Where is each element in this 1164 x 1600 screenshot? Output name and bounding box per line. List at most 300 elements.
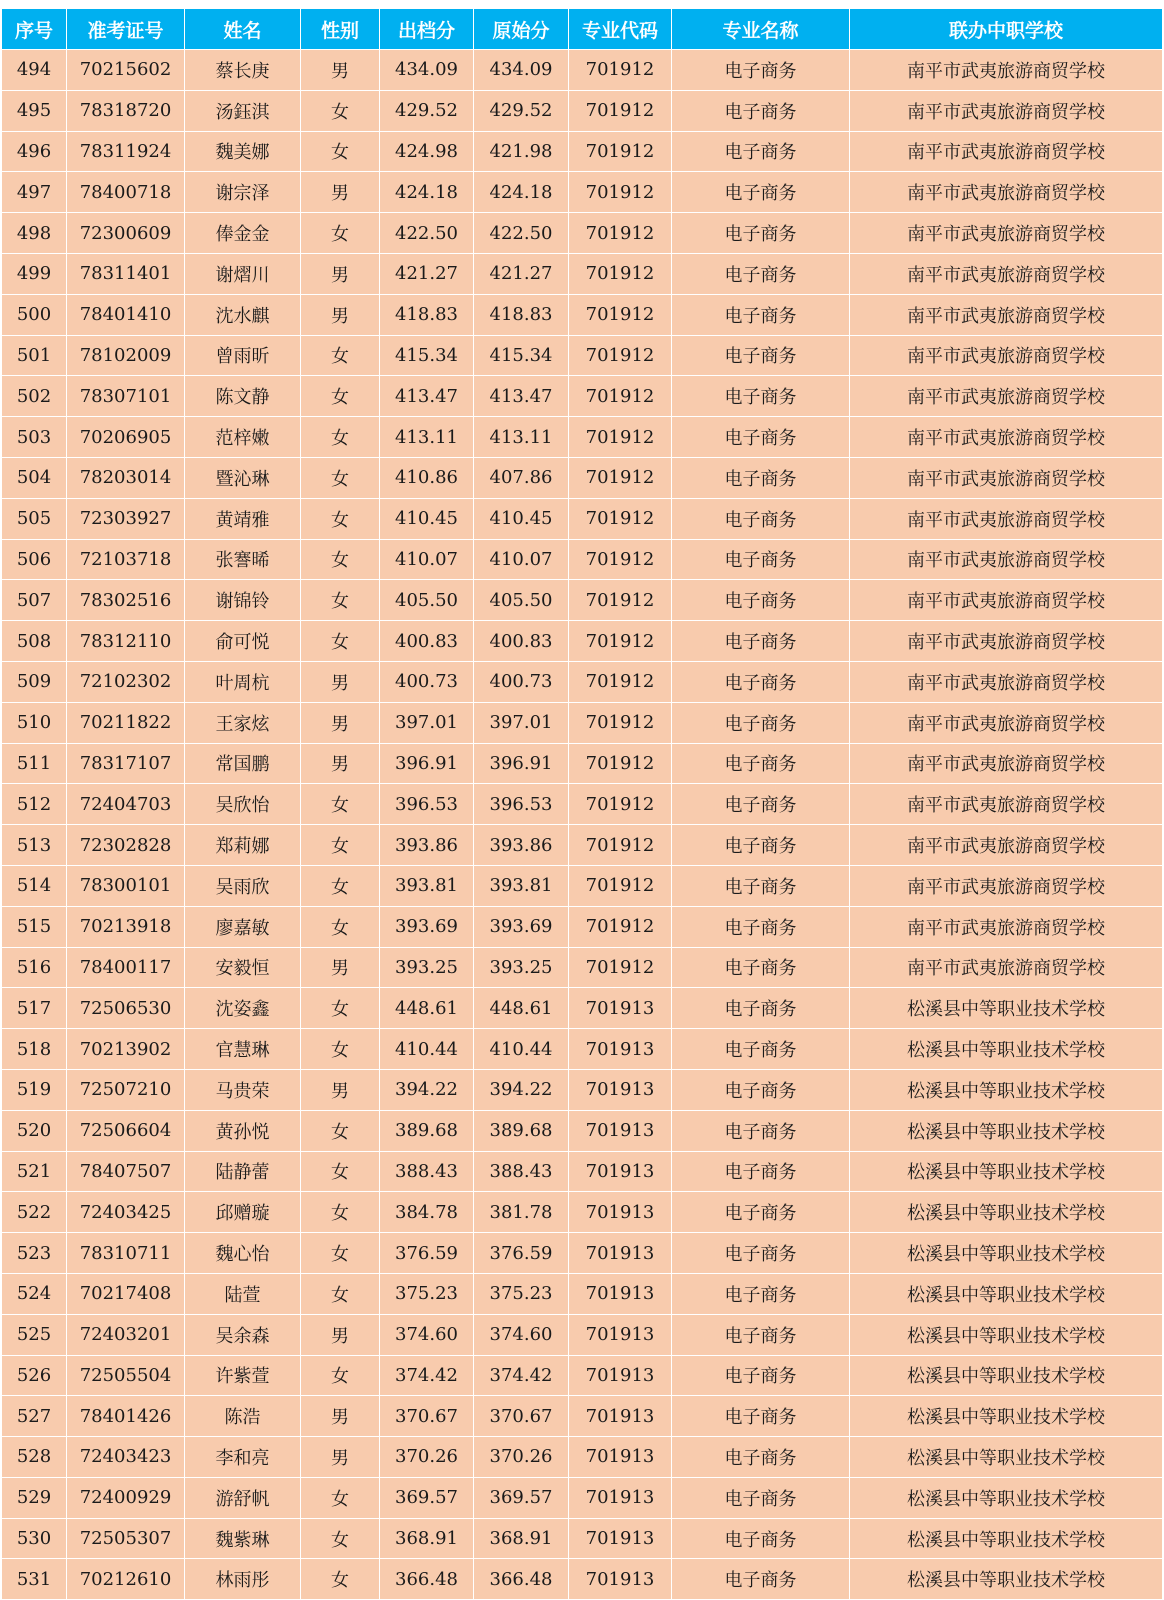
cell-major-code: 701912 <box>569 417 672 458</box>
cell-major-code: 701912 <box>569 743 672 784</box>
cell-seq: 499 <box>2 253 67 294</box>
cell-partner-school: 松溪县中等职业技术学校 <box>850 1151 1163 1192</box>
table-row <box>2 457 1163 498</box>
cell-admission-score: 370.67 <box>380 1396 474 1437</box>
cell-raw-score: 393.69 <box>474 906 569 947</box>
cell-major-name: 电子商务 <box>672 417 850 458</box>
table-row <box>2 1192 1163 1233</box>
cell-seq: 495 <box>2 90 67 131</box>
cell-admission-score: 376.59 <box>380 1233 474 1274</box>
cell-name: 马贵荣 <box>185 1069 301 1110</box>
cell-admission-score: 384.78 <box>380 1192 474 1233</box>
cell-gender: 女 <box>301 1233 380 1274</box>
cell-partner-school: 南平市武夷旅游商贸学校 <box>850 825 1163 866</box>
cell-gender: 女 <box>301 1029 380 1070</box>
cell-seq: 531 <box>2 1559 67 1600</box>
table-row <box>2 335 1163 376</box>
cell-partner-school: 南平市武夷旅游商贸学校 <box>850 702 1163 743</box>
cell-admission-score: 369.57 <box>380 1477 474 1518</box>
cell-exam-id: 72300609 <box>67 213 185 254</box>
cell-name: 黄孙悦 <box>185 1110 301 1151</box>
cell-admission-score: 422.50 <box>380 213 474 254</box>
cell-gender: 女 <box>301 784 380 825</box>
cell-partner-school: 松溪县中等职业技术学校 <box>850 1355 1163 1396</box>
cell-admission-score: 424.98 <box>380 131 474 172</box>
cell-exam-id: 72404703 <box>67 784 185 825</box>
cell-exam-id: 78311924 <box>67 131 185 172</box>
cell-exam-id: 70212610 <box>67 1559 185 1600</box>
cell-exam-id: 78400117 <box>67 947 185 988</box>
cell-gender: 女 <box>301 417 380 458</box>
cell-partner-school: 南平市武夷旅游商贸学校 <box>850 498 1163 539</box>
cell-name: 谢熠川 <box>185 253 301 294</box>
cell-major-code: 701912 <box>569 580 672 621</box>
cell-gender: 女 <box>301 580 380 621</box>
cell-admission-score: 434.09 <box>380 50 474 91</box>
cell-gender: 女 <box>301 825 380 866</box>
cell-name: 吴雨欣 <box>185 865 301 906</box>
cell-partner-school: 南平市武夷旅游商贸学校 <box>850 621 1163 662</box>
header-exam-id: 准考证号 <box>67 9 185 50</box>
cell-major-name: 电子商务 <box>672 580 850 621</box>
cell-major-name: 电子商务 <box>672 539 850 580</box>
header-gender: 性别 <box>301 9 380 50</box>
cell-name: 黄靖雅 <box>185 498 301 539</box>
cell-seq: 505 <box>2 498 67 539</box>
cell-admission-score: 410.07 <box>380 539 474 580</box>
cell-exam-id: 72506604 <box>67 1110 185 1151</box>
cell-raw-score: 415.34 <box>474 335 569 376</box>
cell-partner-school: 南平市武夷旅游商贸学校 <box>850 213 1163 254</box>
cell-partner-school: 松溪县中等职业技术学校 <box>850 1518 1163 1559</box>
cell-gender: 女 <box>301 90 380 131</box>
cell-raw-score: 368.91 <box>474 1518 569 1559</box>
cell-gender: 女 <box>301 539 380 580</box>
cell-raw-score: 410.45 <box>474 498 569 539</box>
cell-exam-id: 70213902 <box>67 1029 185 1070</box>
cell-partner-school: 松溪县中等职业技术学校 <box>850 1029 1163 1070</box>
cell-name: 吴余森 <box>185 1314 301 1355</box>
cell-exam-id: 78300101 <box>67 865 185 906</box>
cell-exam-id: 72505307 <box>67 1518 185 1559</box>
cell-name: 官慧琳 <box>185 1029 301 1070</box>
cell-raw-score: 410.07 <box>474 539 569 580</box>
cell-name: 李和亮 <box>185 1437 301 1478</box>
cell-major-code: 701913 <box>569 1396 672 1437</box>
cell-partner-school: 松溪县中等职业技术学校 <box>850 1192 1163 1233</box>
cell-seq: 524 <box>2 1273 67 1314</box>
cell-partner-school: 南平市武夷旅游商贸学校 <box>850 906 1163 947</box>
table-row <box>2 1477 1163 1518</box>
cell-name: 谢宗泽 <box>185 172 301 213</box>
cell-exam-id: 78312110 <box>67 621 185 662</box>
cell-raw-score: 421.98 <box>474 131 569 172</box>
cell-exam-id: 72303927 <box>67 498 185 539</box>
cell-admission-score: 418.83 <box>380 294 474 335</box>
cell-raw-score: 374.42 <box>474 1355 569 1396</box>
cell-gender: 男 <box>301 294 380 335</box>
cell-raw-score: 421.27 <box>474 253 569 294</box>
cell-seq: 516 <box>2 947 67 988</box>
cell-seq: 500 <box>2 294 67 335</box>
cell-exam-id: 72507210 <box>67 1069 185 1110</box>
cell-raw-score: 388.43 <box>474 1151 569 1192</box>
cell-partner-school: 松溪县中等职业技术学校 <box>850 1314 1163 1355</box>
cell-exam-id: 70215602 <box>67 50 185 91</box>
cell-exam-id: 72102302 <box>67 661 185 702</box>
cell-major-code: 701912 <box>569 376 672 417</box>
cell-partner-school: 松溪县中等职业技术学校 <box>850 1273 1163 1314</box>
cell-raw-score: 400.83 <box>474 621 569 662</box>
table-row <box>2 90 1163 131</box>
table-row <box>2 825 1163 866</box>
table-row <box>2 1029 1163 1070</box>
cell-raw-score: 422.50 <box>474 213 569 254</box>
header-admission-score: 出档分 <box>380 9 474 50</box>
cell-gender: 女 <box>301 1192 380 1233</box>
cell-admission-score: 410.44 <box>380 1029 474 1070</box>
cell-name: 许紫萱 <box>185 1355 301 1396</box>
cell-partner-school: 松溪县中等职业技术学校 <box>850 1559 1163 1600</box>
cell-major-name: 电子商务 <box>672 376 850 417</box>
cell-partner-school: 南平市武夷旅游商贸学校 <box>850 743 1163 784</box>
cell-admission-score: 410.45 <box>380 498 474 539</box>
cell-raw-score: 434.09 <box>474 50 569 91</box>
cell-gender: 女 <box>301 1110 380 1151</box>
cell-major-code: 701912 <box>569 621 672 662</box>
cell-partner-school: 南平市武夷旅游商贸学校 <box>850 947 1163 988</box>
cell-exam-id: 78307101 <box>67 376 185 417</box>
cell-seq: 494 <box>2 50 67 91</box>
table-row <box>2 131 1163 172</box>
cell-admission-score: 396.91 <box>380 743 474 784</box>
table-row <box>2 50 1163 91</box>
cell-gender: 女 <box>301 865 380 906</box>
table-row <box>2 784 1163 825</box>
cell-exam-id: 70206905 <box>67 417 185 458</box>
cell-partner-school: 南平市武夷旅游商贸学校 <box>850 294 1163 335</box>
cell-major-code: 701912 <box>569 825 672 866</box>
cell-exam-id: 78310711 <box>67 1233 185 1274</box>
cell-gender: 女 <box>301 1477 380 1518</box>
cell-major-name: 电子商务 <box>672 172 850 213</box>
cell-seq: 517 <box>2 988 67 1029</box>
cell-major-name: 电子商务 <box>672 988 850 1029</box>
cell-raw-score: 393.25 <box>474 947 569 988</box>
cell-raw-score: 394.22 <box>474 1069 569 1110</box>
cell-exam-id: 72506530 <box>67 988 185 1029</box>
cell-major-name: 电子商务 <box>672 1518 850 1559</box>
cell-seq: 498 <box>2 213 67 254</box>
cell-seq: 501 <box>2 335 67 376</box>
cell-major-name: 电子商务 <box>672 743 850 784</box>
cell-major-name: 电子商务 <box>672 294 850 335</box>
cell-major-name: 电子商务 <box>672 1273 850 1314</box>
cell-gender: 男 <box>301 661 380 702</box>
table-row <box>2 294 1163 335</box>
cell-major-name: 电子商务 <box>672 661 850 702</box>
cell-major-code: 701913 <box>569 1233 672 1274</box>
cell-seq: 522 <box>2 1192 67 1233</box>
table-row <box>2 906 1163 947</box>
cell-admission-score: 375.23 <box>380 1273 474 1314</box>
cell-admission-score: 415.34 <box>380 335 474 376</box>
cell-partner-school: 南平市武夷旅游商贸学校 <box>850 580 1163 621</box>
cell-admission-score: 389.68 <box>380 1110 474 1151</box>
cell-major-code: 701912 <box>569 906 672 947</box>
cell-partner-school: 南平市武夷旅游商贸学校 <box>850 661 1163 702</box>
cell-seq: 511 <box>2 743 67 784</box>
cell-seq: 504 <box>2 457 67 498</box>
cell-partner-school: 南平市武夷旅游商贸学校 <box>850 50 1163 91</box>
cell-name: 郑莉娜 <box>185 825 301 866</box>
cell-raw-score: 370.67 <box>474 1396 569 1437</box>
cell-admission-score: 393.69 <box>380 906 474 947</box>
cell-admission-score: 393.81 <box>380 865 474 906</box>
cell-major-name: 电子商务 <box>672 825 850 866</box>
cell-seq: 512 <box>2 784 67 825</box>
cell-partner-school: 南平市武夷旅游商贸学校 <box>850 784 1163 825</box>
cell-gender: 男 <box>301 1069 380 1110</box>
cell-admission-score: 393.86 <box>380 825 474 866</box>
cell-gender: 男 <box>301 172 380 213</box>
cell-raw-score: 397.01 <box>474 702 569 743</box>
cell-exam-id: 78302516 <box>67 580 185 621</box>
header-major-code: 专业代码 <box>569 9 672 50</box>
cell-partner-school: 松溪县中等职业技术学校 <box>850 988 1163 1029</box>
table-row <box>2 1110 1163 1151</box>
cell-name: 陈文静 <box>185 376 301 417</box>
cell-seq: 530 <box>2 1518 67 1559</box>
header-name: 姓名 <box>185 9 301 50</box>
table-row <box>2 376 1163 417</box>
cell-exam-id: 78401410 <box>67 294 185 335</box>
cell-admission-score: 413.47 <box>380 376 474 417</box>
cell-partner-school: 南平市武夷旅游商贸学校 <box>850 335 1163 376</box>
cell-gender: 男 <box>301 253 380 294</box>
cell-major-code: 701913 <box>569 1355 672 1396</box>
cell-admission-score: 366.48 <box>380 1559 474 1600</box>
cell-raw-score: 389.68 <box>474 1110 569 1151</box>
cell-major-code: 701913 <box>569 1069 672 1110</box>
cell-partner-school: 松溪县中等职业技术学校 <box>850 1069 1163 1110</box>
cell-name: 林雨彤 <box>185 1559 301 1600</box>
cell-raw-score: 429.52 <box>474 90 569 131</box>
cell-admission-score: 374.42 <box>380 1355 474 1396</box>
cell-exam-id: 78102009 <box>67 335 185 376</box>
cell-raw-score: 396.53 <box>474 784 569 825</box>
cell-major-name: 电子商务 <box>672 213 850 254</box>
cell-name: 蔡长庚 <box>185 50 301 91</box>
cell-gender: 女 <box>301 457 380 498</box>
cell-name: 魏美娜 <box>185 131 301 172</box>
cell-major-name: 电子商务 <box>672 865 850 906</box>
cell-raw-score: 407.86 <box>474 457 569 498</box>
cell-admission-score: 421.27 <box>380 253 474 294</box>
cell-major-code: 701912 <box>569 498 672 539</box>
cell-major-code: 701913 <box>569 1029 672 1070</box>
table-row <box>2 1314 1163 1355</box>
cell-raw-score: 405.50 <box>474 580 569 621</box>
cell-admission-score: 405.50 <box>380 580 474 621</box>
cell-name: 范梓嫩 <box>185 417 301 458</box>
table-row <box>2 621 1163 662</box>
table-row <box>2 947 1163 988</box>
cell-exam-id: 72403423 <box>67 1437 185 1478</box>
header-partner-school: 联办中职学校 <box>850 9 1163 50</box>
cell-raw-score: 418.83 <box>474 294 569 335</box>
cell-raw-score: 448.61 <box>474 988 569 1029</box>
cell-gender: 女 <box>301 131 380 172</box>
cell-name: 俸金金 <box>185 213 301 254</box>
cell-major-name: 电子商务 <box>672 1151 850 1192</box>
cell-gender: 男 <box>301 947 380 988</box>
cell-major-code: 701913 <box>569 1110 672 1151</box>
cell-gender: 女 <box>301 498 380 539</box>
cell-major-name: 电子商务 <box>672 1355 850 1396</box>
cell-name: 俞可悦 <box>185 621 301 662</box>
cell-name: 暨沁琳 <box>185 457 301 498</box>
cell-raw-score: 413.47 <box>474 376 569 417</box>
cell-exam-id: 70213918 <box>67 906 185 947</box>
table-row <box>2 1437 1163 1478</box>
cell-major-name: 电子商务 <box>672 90 850 131</box>
cell-exam-id: 70211822 <box>67 702 185 743</box>
cell-raw-score: 393.81 <box>474 865 569 906</box>
cell-gender: 女 <box>301 1273 380 1314</box>
cell-major-name: 电子商务 <box>672 253 850 294</box>
cell-partner-school: 松溪县中等职业技术学校 <box>850 1477 1163 1518</box>
cell-seq: 515 <box>2 906 67 947</box>
cell-raw-score: 410.44 <box>474 1029 569 1070</box>
cell-major-name: 电子商务 <box>672 1192 850 1233</box>
cell-gender: 女 <box>301 988 380 1029</box>
cell-major-name: 电子商务 <box>672 1477 850 1518</box>
cell-major-name: 电子商务 <box>672 1396 850 1437</box>
cell-seq: 526 <box>2 1355 67 1396</box>
table-row <box>2 539 1163 580</box>
cell-raw-score: 400.73 <box>474 661 569 702</box>
cell-admission-score: 400.83 <box>380 621 474 662</box>
cell-major-name: 电子商务 <box>672 702 850 743</box>
cell-gender: 女 <box>301 906 380 947</box>
cell-name: 吴欣怡 <box>185 784 301 825</box>
cell-partner-school: 南平市武夷旅游商贸学校 <box>850 539 1163 580</box>
cell-seq: 523 <box>2 1233 67 1274</box>
cell-name: 陆萱 <box>185 1273 301 1314</box>
cell-seq: 529 <box>2 1477 67 1518</box>
table-row <box>2 1355 1163 1396</box>
cell-admission-score: 397.01 <box>380 702 474 743</box>
cell-major-code: 701912 <box>569 213 672 254</box>
cell-partner-school: 松溪县中等职业技术学校 <box>850 1396 1163 1437</box>
table-row <box>2 1518 1163 1559</box>
cell-gender: 男 <box>301 743 380 784</box>
cell-name: 曾雨昕 <box>185 335 301 376</box>
cell-exam-id: 78203014 <box>67 457 185 498</box>
cell-partner-school: 松溪县中等职业技术学校 <box>850 1437 1163 1478</box>
cell-major-code: 701913 <box>569 1559 672 1600</box>
cell-raw-score: 381.78 <box>474 1192 569 1233</box>
cell-gender: 女 <box>301 1559 380 1600</box>
cell-admission-score: 370.26 <box>380 1437 474 1478</box>
cell-name: 常国鹏 <box>185 743 301 784</box>
cell-exam-id: 78318720 <box>67 90 185 131</box>
table-row <box>2 1233 1163 1274</box>
cell-seq: 507 <box>2 580 67 621</box>
cell-major-code: 701912 <box>569 947 672 988</box>
cell-partner-school: 南平市武夷旅游商贸学校 <box>850 90 1163 131</box>
cell-admission-score: 410.86 <box>380 457 474 498</box>
table-row <box>2 1151 1163 1192</box>
cell-major-name: 电子商务 <box>672 131 850 172</box>
cell-exam-id: 72103718 <box>67 539 185 580</box>
cell-admission-score: 448.61 <box>380 988 474 1029</box>
cell-major-code: 701912 <box>569 294 672 335</box>
cell-raw-score: 424.18 <box>474 172 569 213</box>
cell-gender: 男 <box>301 1396 380 1437</box>
cell-partner-school: 松溪县中等职业技术学校 <box>850 1233 1163 1274</box>
cell-name: 叶周杭 <box>185 661 301 702</box>
cell-seq: 528 <box>2 1437 67 1478</box>
cell-major-name: 电子商务 <box>672 1314 850 1355</box>
cell-major-code: 701912 <box>569 539 672 580</box>
cell-major-code: 701912 <box>569 50 672 91</box>
cell-major-name: 电子商务 <box>672 1029 850 1070</box>
cell-major-code: 701912 <box>569 253 672 294</box>
cell-name: 张謇晞 <box>185 539 301 580</box>
cell-major-code: 701912 <box>569 661 672 702</box>
header-major-name: 专业名称 <box>672 9 850 50</box>
cell-major-code: 701913 <box>569 1151 672 1192</box>
table-row <box>2 865 1163 906</box>
cell-exam-id: 78317107 <box>67 743 185 784</box>
cell-partner-school: 南平市武夷旅游商贸学校 <box>850 376 1163 417</box>
cell-gender: 女 <box>301 621 380 662</box>
cell-seq: 513 <box>2 825 67 866</box>
cell-major-name: 电子商务 <box>672 1069 850 1110</box>
cell-exam-id: 72403201 <box>67 1314 185 1355</box>
admission-score-table <box>1 8 1163 1600</box>
cell-admission-score: 396.53 <box>380 784 474 825</box>
cell-name: 王家炫 <box>185 702 301 743</box>
table-row <box>2 702 1163 743</box>
cell-exam-id: 78401426 <box>67 1396 185 1437</box>
cell-gender: 男 <box>301 702 380 743</box>
table-row <box>2 498 1163 539</box>
cell-seq: 502 <box>2 376 67 417</box>
cell-major-code: 701912 <box>569 784 672 825</box>
cell-admission-score: 368.91 <box>380 1518 474 1559</box>
table-row <box>2 988 1163 1029</box>
cell-major-code: 701912 <box>569 702 672 743</box>
cell-name: 沈水麒 <box>185 294 301 335</box>
cell-seq: 503 <box>2 417 67 458</box>
cell-gender: 女 <box>301 213 380 254</box>
cell-raw-score: 374.60 <box>474 1314 569 1355</box>
cell-major-code: 701913 <box>569 1518 672 1559</box>
cell-major-code: 701912 <box>569 335 672 376</box>
cell-partner-school: 南平市武夷旅游商贸学校 <box>850 253 1163 294</box>
cell-raw-score: 369.57 <box>474 1477 569 1518</box>
table-body <box>2 50 1163 1600</box>
cell-seq: 514 <box>2 865 67 906</box>
cell-admission-score: 394.22 <box>380 1069 474 1110</box>
cell-major-code: 701912 <box>569 457 672 498</box>
cell-gender: 女 <box>301 376 380 417</box>
cell-major-name: 电子商务 <box>672 50 850 91</box>
cell-major-code: 701913 <box>569 988 672 1029</box>
